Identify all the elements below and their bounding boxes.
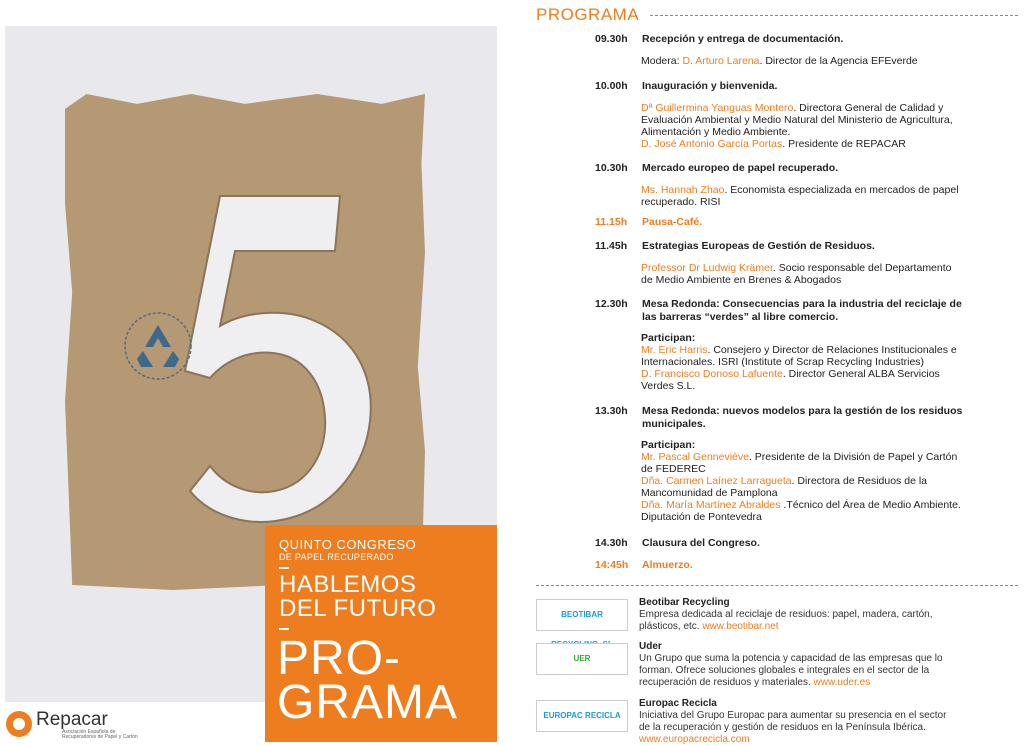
dashed-separator	[536, 585, 1018, 586]
session-time: 13.30h	[595, 405, 628, 417]
repacar-logo-icon	[6, 711, 32, 737]
logo-name: Repacar	[36, 709, 108, 730]
detail-line: de Medio Ambiente en Brenes & Abogados	[641, 274, 842, 286]
sponsor-1	[536, 641, 1018, 689]
sponsor-logo: UER	[536, 643, 628, 675]
sponsor-name: Uder	[639, 641, 662, 652]
sponsor-description: Un Grupo que suma la potencia y capacidad de las empresas que lo forman. Ofrece soluciones globales e integrales en el sector de la recuperación de residuos y materiales. www.uder.es	[639, 653, 943, 688]
session-time: 11.45h	[595, 240, 628, 252]
repacar-logo	[6, 709, 146, 739]
participants-label: Participan:	[641, 332, 696, 344]
five-shape	[185, 196, 371, 522]
detail-line: Verdes S.L.	[641, 380, 696, 392]
session-title: Clausura del Congreso.	[642, 537, 760, 549]
session-time: 14:45h	[595, 559, 629, 571]
session-time: 09.30h	[595, 33, 628, 45]
detail-line: Mancomunidad de Pamplona	[641, 487, 778, 499]
sponsor-name: Beotibar Recycling	[639, 597, 730, 608]
speaker-name: D. Arturo Larena	[682, 55, 760, 67]
speaker-name: Dña. María Martínez Abraldes	[641, 499, 781, 511]
detail-line: Evaluación Ambiental y Medio Natural del Ministerio de Agricultura,	[641, 114, 953, 126]
sponsor-2	[536, 698, 1018, 746]
speaker-line: Modera: D. Arturo Larena. Director de la Agencia EFEverde	[641, 55, 918, 67]
sponsor-description: Empresa dedicada al reciclaje de residuos: papel, madera, cartón, plásticos, etc. www.beotibar.net	[639, 609, 933, 632]
speaker-line: Dª Guillermina Yanguas Montero. Directora General de Calidad y	[641, 102, 944, 114]
sponsor-link[interactable]: www.beotibar.net	[702, 621, 779, 632]
session-title: Inauguración y bienvenida.	[642, 80, 778, 92]
detail-line: recuperado. RISI	[641, 196, 721, 208]
session-time: 12.30h	[595, 298, 628, 310]
session-title: Pausa-Café.	[642, 216, 703, 228]
participants-label: Participan:	[641, 439, 696, 451]
speaker-name: Mr. Pascal Genneviève	[641, 451, 749, 463]
speaker-line: Dña. María Martínez Abraldes .Técnico del Área de Medio Ambiente.	[641, 499, 961, 511]
sponsor-link[interactable]: www.europacrecicla.com	[639, 734, 750, 745]
session-time: 11.15h	[595, 216, 628, 228]
sponsor-link[interactable]: www.uder.es	[813, 677, 871, 688]
session-title: Almuerzo.	[642, 559, 693, 571]
session-title: Mesa Redonda: Consecuencias para la industria del reciclaje de las barreras “verdes” al libre comercio.	[642, 298, 962, 323]
detail-line: Internacionales. ISRI (Institute of Scrap Recycling Industries)	[641, 356, 925, 368]
speaker-name: Mr. Eric Harris	[641, 344, 708, 356]
headline-line-2: DEL FUTURO	[279, 595, 437, 622]
sponsor-logo: BEOTIBAR	[536, 599, 628, 631]
congress-subtitle: QUINTO CONGRESO	[279, 537, 417, 552]
session-time: 10.00h	[595, 80, 628, 92]
programa-big-2: GRAMA	[277, 676, 459, 729]
session-time: 14.30h	[595, 537, 628, 549]
sponsor-description: Iniciativa del Grupo Europac para aumentar su presencia en el sector de la recuperación y gestión de residuos en la Península Ibérica. www.europacrecicla.com	[639, 710, 947, 745]
speaker-name: Professor Dr Ludwig Krämer	[641, 262, 773, 274]
speaker-name: D. José Antonio García Portas	[641, 138, 783, 150]
speaker-name: Ms. Hannah Zhao	[641, 184, 725, 196]
session-time: 10.30h	[595, 162, 628, 174]
dashed-rule	[650, 15, 1018, 16]
speaker-line: Dña. Carmen Laínez Larragueta. Directora de Residuos de la	[641, 475, 927, 487]
speaker-name: Dña. Carmen Laínez Larragueta	[641, 475, 792, 487]
sponsor-logo: EUROPAC RECICLA	[536, 700, 628, 732]
speaker-line: Mr. Pascal Genneviève. Presidente de la División de Papel y Cartón	[641, 451, 958, 463]
session-title: Mesa Redonda: nuevos modelos para la gestión de los residuos municipales.	[642, 405, 963, 430]
headline-line-1: HABLEMOS	[279, 571, 417, 598]
logo-tagline: Asociación Española de Recuperadores de Papel y Cartón	[62, 729, 138, 740]
detail-line: Diputación de Pontevedra	[641, 511, 762, 523]
programa-big-1: PRO-	[277, 632, 401, 685]
speaker-name: D. Francisco Donoso Lafuente	[641, 368, 783, 380]
title-panel	[265, 525, 497, 742]
speaker-line: D. Francisco Donoso Lafuente. Director General ALBA Servicios	[641, 368, 940, 380]
sponsor-name: Europac Recicla	[639, 698, 717, 709]
speaker-line: D. José Antonio García Portas. Presidente de REPACAR	[641, 138, 906, 150]
session-title: Mercado europeo de papel recuperado.	[642, 162, 839, 174]
session-title: Estrategias Europeas de Gestión de Residuos.	[642, 240, 875, 252]
speaker-line: Professor Dr Ludwig Krämer. Socio responsable del Departamento	[641, 262, 952, 274]
recycle-icon	[123, 311, 193, 381]
detail-line: de FEDEREC	[641, 463, 706, 475]
programa-title: PROGRAMA	[536, 5, 640, 24]
congress-subtitle-2: DE PAPEL RECUPERADO	[279, 552, 394, 562]
detail-line: Alimentación y Medio Ambiente.	[641, 126, 791, 138]
divider	[279, 628, 289, 630]
divider	[279, 567, 289, 569]
sponsor-0	[536, 597, 1018, 645]
speaker-line: Mr. Eric Harris. Consejero y Director de Relaciones Institucionales e	[641, 344, 957, 356]
speaker-name: Dª Guillermina Yanguas Montero	[641, 102, 794, 114]
speaker-line: Ms. Hannah Zhao. Economista especializada en mercados de papel	[641, 184, 959, 196]
session-title: Recepción y entrega de documentación.	[642, 33, 844, 45]
